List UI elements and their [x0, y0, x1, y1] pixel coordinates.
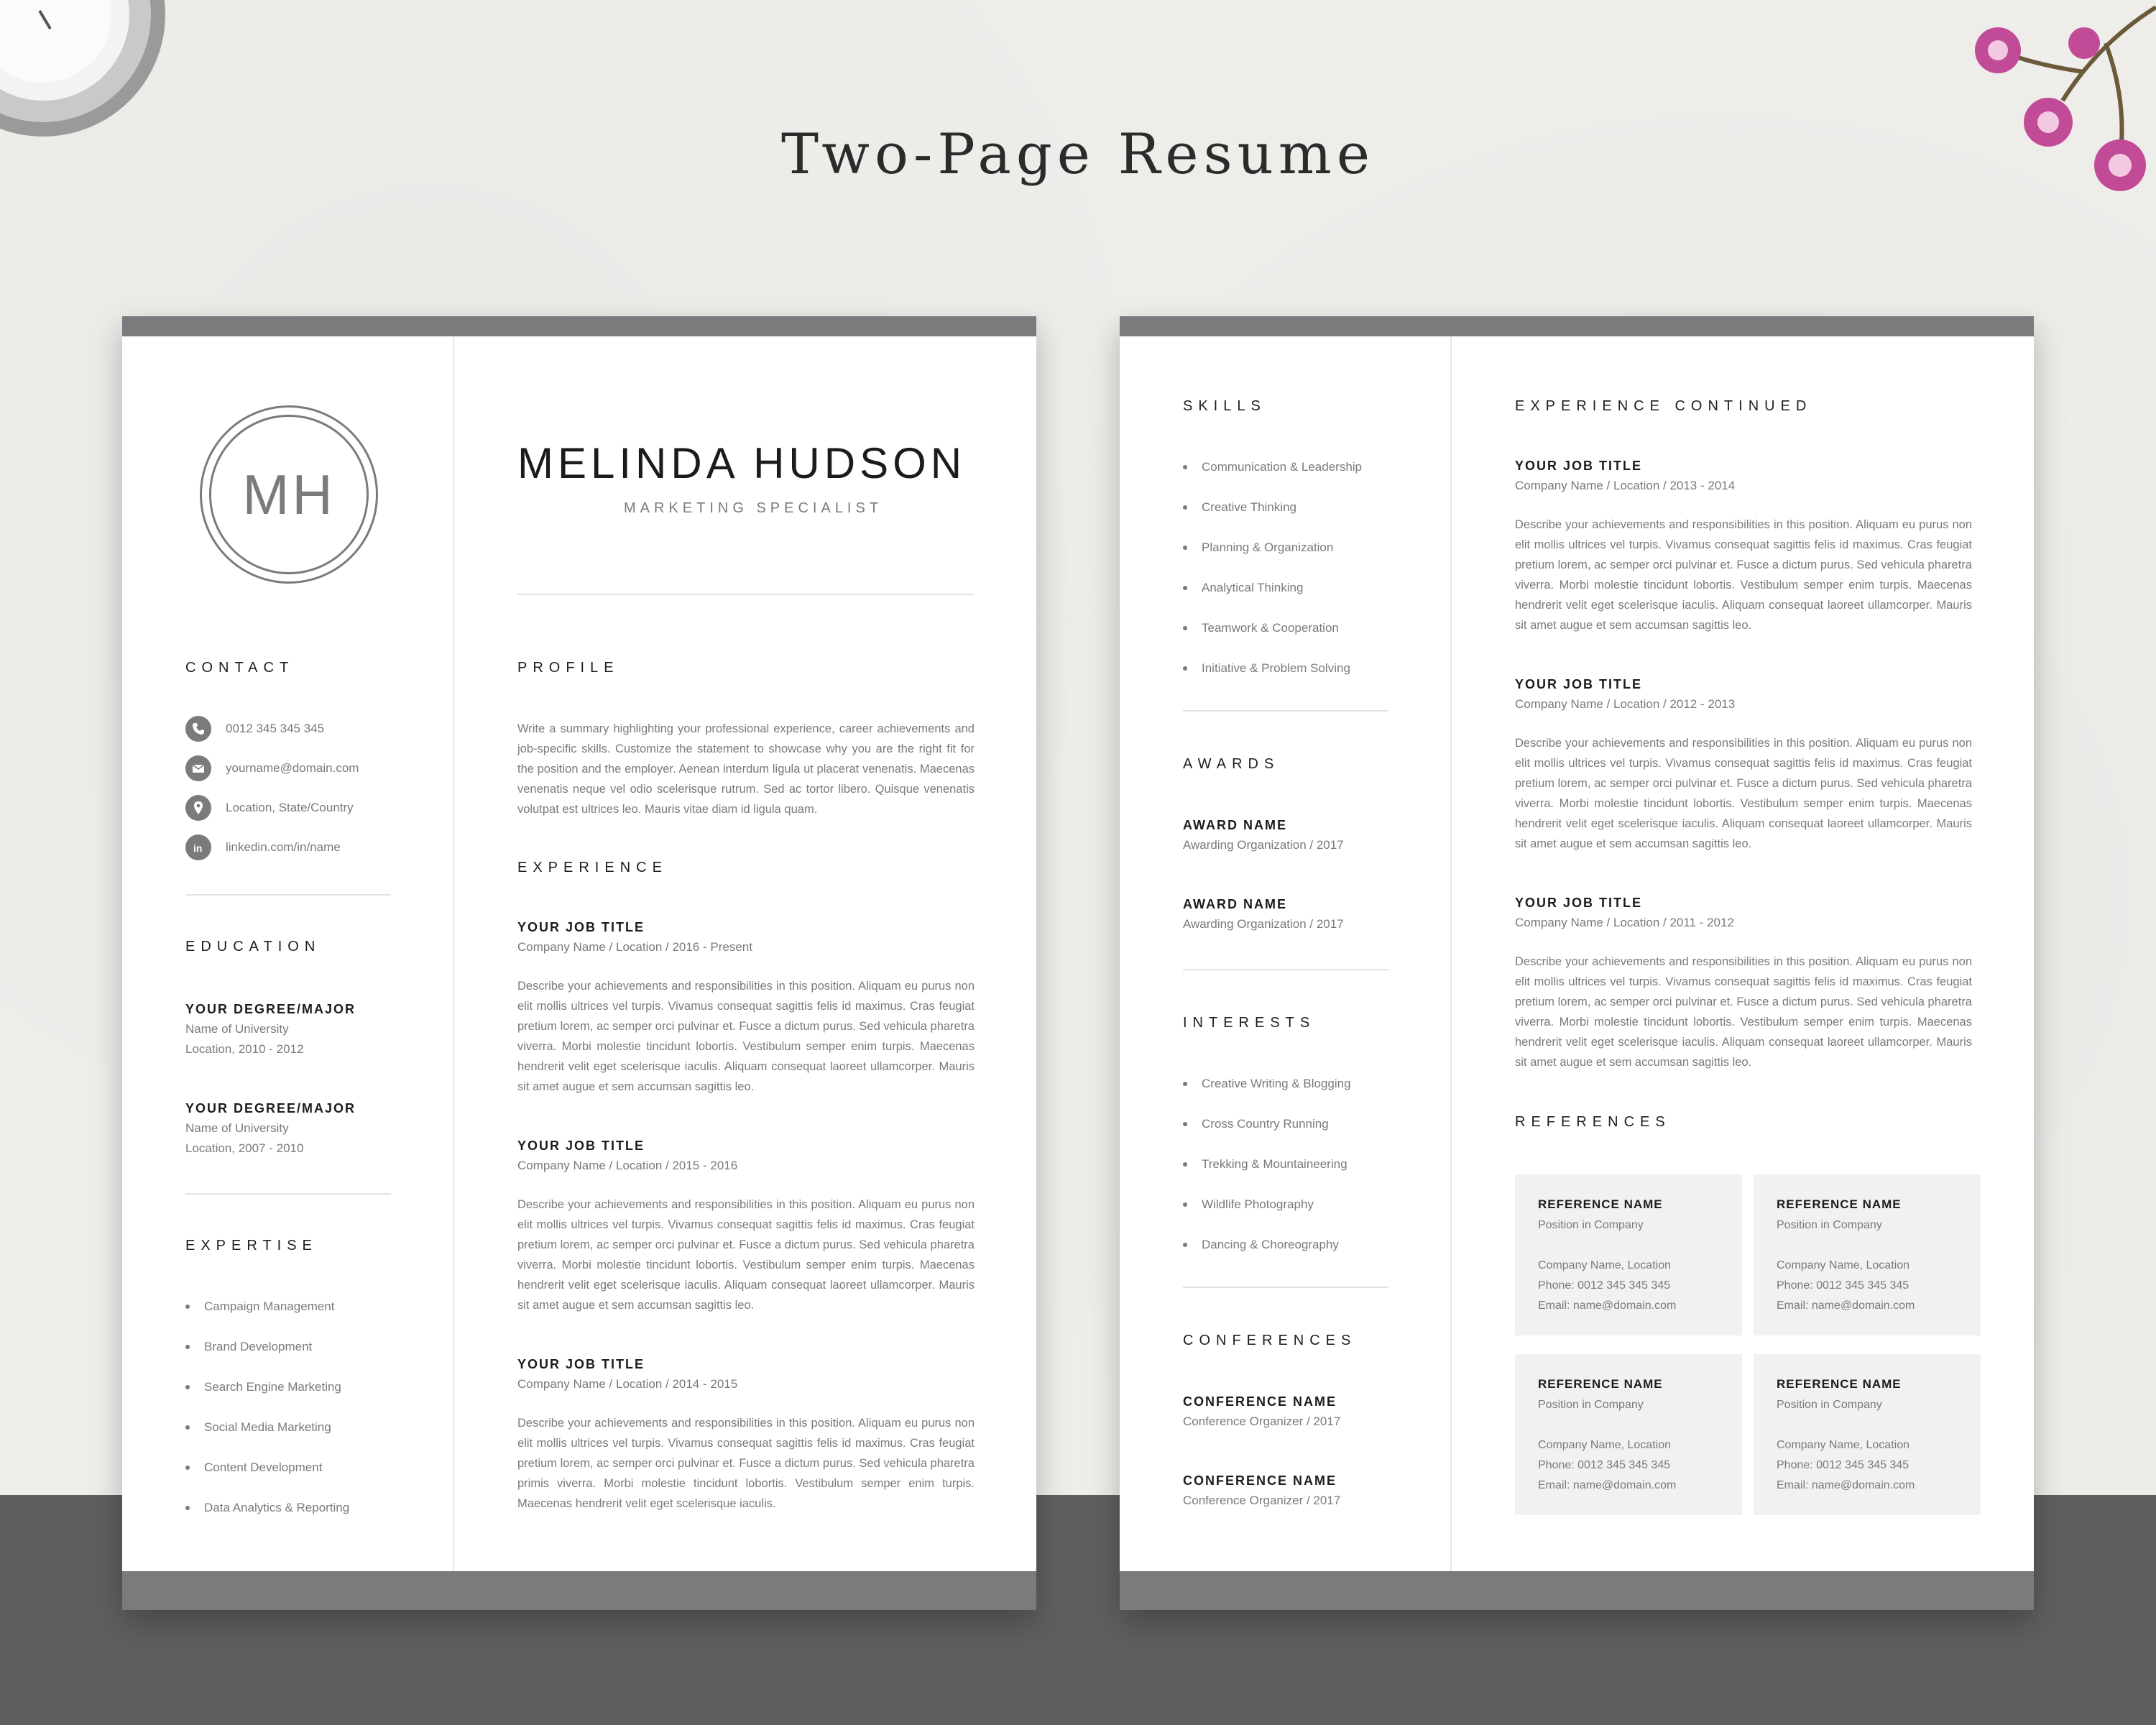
reference-position: Position in Company — [1538, 1399, 1644, 1411]
interest-item: Trekking & Mountaineering — [1183, 1156, 1413, 1196]
job-title: YOUR JOB TITLE — [1515, 459, 1643, 473]
job-title: YOUR JOB TITLE — [517, 920, 645, 934]
profile-text: Write a summary highlighting your professional experience, career achievements and job-specific skills. Customize the statement to showcase why you are the right fit for the position and the employer. Aenean interdum ligula ut placerat venenatis. Maecenas venenatis neque vel odio scelerisque rutrum. Sed ac tortor libero. Quisque venenatis volutpat est ultrices leo. Mauris vitae diam id ligula quam. — [517, 722, 975, 816]
interest-item: Cross Country Running — [1183, 1116, 1413, 1156]
contact-linkedin: linkedin.com/in/name — [226, 840, 341, 854]
reference-email: Email: name@domain.com — [1777, 1479, 1915, 1491]
skill-item: Analytical Thinking — [1183, 579, 1413, 620]
reference-position: Position in Company — [1777, 1219, 1882, 1231]
candidate-role: MARKETING SPECIALIST — [624, 500, 883, 516]
expertise-item: Social Media Marketing — [185, 1419, 415, 1459]
expertise-item: Content Development — [185, 1459, 415, 1499]
job-title: YOUR JOB TITLE — [1515, 677, 1643, 691]
conferences-heading: CONFERENCES — [1183, 1333, 1357, 1348]
job-description: Describe your achievements and responsibilities in this position. Aliquam eu purus non elit mollis ultrices vel turpis. Vivamus consequat sagittis felis id maximus. Cras feugiat pretium lorem, ac semper orci pulvinar et. Fusce a dictum purus. Sed vehicula pharetra viverra. Morbi molestie tincidunt lobortis. Vestibulum semper enim turpis. Maecenas hendrerit velit eget scelerisque iaculis. Aliquam consequat laoreet ullamcorper. Mauris sit amet augue et sem accumsan sagittis leo. — [1515, 737, 1972, 850]
experience-heading: EXPERIENCE — [517, 860, 668, 875]
awards-heading: AWARDS — [1183, 756, 1280, 772]
contact-divider — [185, 894, 391, 896]
reference-name: REFERENCE NAME — [1777, 1377, 1902, 1391]
reference-position: Position in Company — [1538, 1219, 1644, 1231]
interests-list — [1183, 1075, 1413, 1276]
page-top-bar — [1120, 316, 2034, 336]
award-name: AWARD NAME — [1183, 818, 1287, 832]
reference-card — [1754, 1174, 1981, 1335]
job-meta: Company Name / Location / 2014 - 2015 — [517, 1377, 738, 1391]
reference-phone: Phone: 0012 345 345 345 — [1538, 1459, 1671, 1471]
reference-company: Company Name, Location — [1538, 1439, 1671, 1451]
reference-phone: Phone: 0012 345 345 345 — [1777, 1279, 1909, 1292]
expertise-item: Brand Development — [185, 1338, 415, 1379]
column-divider — [453, 336, 454, 1571]
page-headline: Two-Page Resume — [781, 122, 1375, 187]
award-detail: Awarding Organization / 2017 — [1183, 917, 1344, 931]
job-title: YOUR JOB TITLE — [517, 1138, 645, 1153]
header-divider — [517, 594, 975, 595]
conference-detail: Conference Organizer / 2017 — [1183, 1494, 1341, 1507]
location-icon — [185, 795, 211, 821]
education-heading: EDUCATION — [185, 939, 321, 954]
contact-heading: CONTACT — [185, 660, 295, 676]
monogram-initials: MH — [242, 463, 336, 526]
page-bottom-bar — [1120, 1571, 2034, 1610]
job-meta: Company Name / Location / 2015 - 2016 — [517, 1159, 738, 1172]
skill-item: Creative Thinking — [1183, 499, 1413, 539]
reference-company: Company Name, Location — [1777, 1259, 1909, 1271]
reference-company: Company Name, Location — [1538, 1259, 1671, 1271]
education-detail: Location, 2010 - 2012 — [185, 1042, 304, 1056]
page-top-bar — [122, 316, 1036, 336]
conference-name: CONFERENCE NAME — [1183, 1473, 1337, 1488]
svg-text:in: in — [193, 842, 203, 854]
expertise-item: Search Engine Marketing — [185, 1379, 415, 1419]
job-title: YOUR JOB TITLE — [1515, 896, 1643, 910]
job-description: Describe your achievements and responsibilities in this position. Aliquam eu purus non elit mollis ultrices vel turpis. Vivamus consequat sagittis felis id maximus. Cras feugiat pretium lorem, ac semper orci pulvinar et. Fusce a dictum purus. Sed vehicula pharetra viverra. Morbi molestie tincidunt lobortis. Vestibulum semper enim turpis. Maecenas hendrerit velit eget scelerisque iaculis. Aliquam consequat laoreet ullamcorper. Mauris sit amet augue et sem accumsan sagittis leo. — [1515, 955, 1972, 1069]
reference-name: REFERENCE NAME — [1538, 1377, 1663, 1391]
reference-position: Position in Company — [1777, 1399, 1882, 1411]
candidate-name: MELINDA HUDSON — [517, 439, 967, 487]
interests-heading: INTERESTS — [1183, 1015, 1316, 1031]
awards-divider — [1183, 969, 1388, 970]
references-heading: REFERENCES — [1515, 1114, 1671, 1130]
experience-continued-heading: EXPERIENCE CONTINUED — [1515, 398, 1812, 414]
linkedin-icon — [185, 834, 211, 860]
contact-location: Location, State/Country — [226, 801, 354, 814]
reference-phone: Phone: 0012 345 345 345 — [1538, 1279, 1671, 1292]
reference-email: Email: name@domain.com — [1538, 1479, 1677, 1491]
job-meta: Company Name / Location / 2016 - Present — [517, 940, 752, 954]
resume-page-2 — [1120, 316, 2034, 1610]
reference-name: REFERENCE NAME — [1538, 1197, 1663, 1211]
job-description: Describe your achievements and responsibilities in this position. Aliquam eu purus non elit mollis ultrices vel turpis. Vivamus consequat sagittis felis id maximus. Cras feugiat pretium lorem, ac semper orci pulvinar et. Fusce a dictum purus. Sed vehicula pharetra viverra. Morbi molestie tincidunt lobortis. Vestibulum semper enim turpis. Maecenas hendrerit velit eget scelerisque iaculis. Aliquam consequat laoreet ullamcorper. Mauris sit amet augue et sem accumsan sagittis leo. — [517, 980, 975, 1093]
skills-list — [1183, 459, 1413, 700]
phone-icon — [185, 716, 211, 742]
job-description: Describe your achievements and responsibilities in this position. Aliquam eu purus non elit mollis ultrices vel turpis. Vivamus consequat sagittis felis id maximus. Cras feugiat pretium lorem, ac semper orci pulvinar et. Fusce a dictum purus. Sed vehicula pharetra viverra. Morbi molestie tincidunt lobortis. Vestibulum semper enim turpis. Maecenas hendrerit velit eget scelerisque iaculis. Aliquam consequat laoreet ullamcorper. Mauris sit amet augue et sem accumsan sagittis leo. — [517, 1198, 975, 1312]
column-divider — [1450, 336, 1452, 1571]
email-icon — [185, 755, 211, 781]
skills-heading: SKILLS — [1183, 398, 1266, 414]
education-school: Name of University — [185, 1022, 289, 1036]
education-detail: Location, 2007 - 2010 — [185, 1141, 304, 1155]
skill-item: Initiative & Problem Solving — [1183, 660, 1413, 700]
job-meta: Company Name / Location / 2013 - 2014 — [1515, 479, 1736, 492]
expertise-item: Data Analytics & Reporting — [185, 1499, 415, 1540]
monogram-badge — [200, 405, 378, 584]
award-detail: Awarding Organization / 2017 — [1183, 838, 1344, 852]
page-bottom-bar — [122, 1571, 1036, 1610]
skills-divider — [1183, 710, 1388, 712]
reference-card — [1754, 1354, 1981, 1515]
reference-email: Email: name@domain.com — [1777, 1300, 1915, 1312]
reference-card — [1515, 1174, 1742, 1335]
job-meta: Company Name / Location / 2011 - 2012 — [1515, 916, 1734, 929]
expertise-list — [185, 1298, 415, 1540]
interests-divider — [1183, 1287, 1388, 1288]
job-title: YOUR JOB TITLE — [517, 1357, 645, 1371]
contact-phone: 0012 345 345 345 — [226, 722, 325, 735]
award-name: AWARD NAME — [1183, 897, 1287, 911]
contact-email: yourname@domain.com — [226, 761, 359, 775]
skill-item: Planning & Organization — [1183, 539, 1413, 579]
interest-item: Creative Writing & Blogging — [1183, 1075, 1413, 1116]
interest-item: Wildlife Photography — [1183, 1196, 1413, 1236]
interest-item: Dancing & Choreography — [1183, 1236, 1413, 1276]
education-school: Name of University — [185, 1121, 289, 1135]
reference-email: Email: name@domain.com — [1538, 1300, 1677, 1312]
skill-item: Teamwork & Cooperation — [1183, 620, 1413, 660]
resume-page-1 — [122, 316, 1036, 1610]
education-degree: YOUR DEGREE/MAJOR — [185, 1101, 356, 1116]
reference-name: REFERENCE NAME — [1777, 1197, 1902, 1211]
job-meta: Company Name / Location / 2012 - 2013 — [1515, 697, 1736, 711]
conference-detail: Conference Organizer / 2017 — [1183, 1414, 1341, 1428]
job-description: Describe your achievements and responsibilities in this position. Aliquam eu purus non elit mollis ultrices vel turpis. Vivamus consequat sagittis felis id maximus. Cras feugiat pretium lorem, ac semper orci pulvinar et. Fusce a dictum purus. Sed vehicula pharetra primis viverra. Morbi molestie tincidunt lobortis. Vestibulum semper enim turpis. Maecenas hendrerit velit eget scelerisque iaculis. — [517, 1417, 975, 1510]
education-degree: YOUR DEGREE/MAJOR — [185, 1002, 356, 1016]
expertise-heading: EXPERTISE — [185, 1238, 318, 1254]
expertise-item: Campaign Management — [185, 1298, 415, 1338]
profile-heading: PROFILE — [517, 660, 619, 676]
skill-item: Communication & Leadership — [1183, 459, 1413, 499]
job-description: Describe your achievements and responsibilities in this position. Aliquam eu purus non elit mollis ultrices vel turpis. Vivamus consequat sagittis felis id maximus. Cras feugiat pretium lorem, ac semper orci pulvinar et. Fusce a dictum purus. Sed vehicula pharetra viverra. Morbi molestie tincidunt lobortis. Vestibulum semper enim turpis. Maecenas hendrerit velit eget scelerisque iaculis. Aliquam consequat laoreet ullamcorper. Mauris sit amet augue et sem accumsan sagittis leo. — [1515, 518, 1972, 632]
reference-company: Company Name, Location — [1777, 1439, 1909, 1451]
reference-phone: Phone: 0012 345 345 345 — [1777, 1459, 1909, 1471]
reference-card — [1515, 1354, 1742, 1515]
education-divider — [185, 1193, 391, 1195]
conference-name: CONFERENCE NAME — [1183, 1394, 1337, 1409]
